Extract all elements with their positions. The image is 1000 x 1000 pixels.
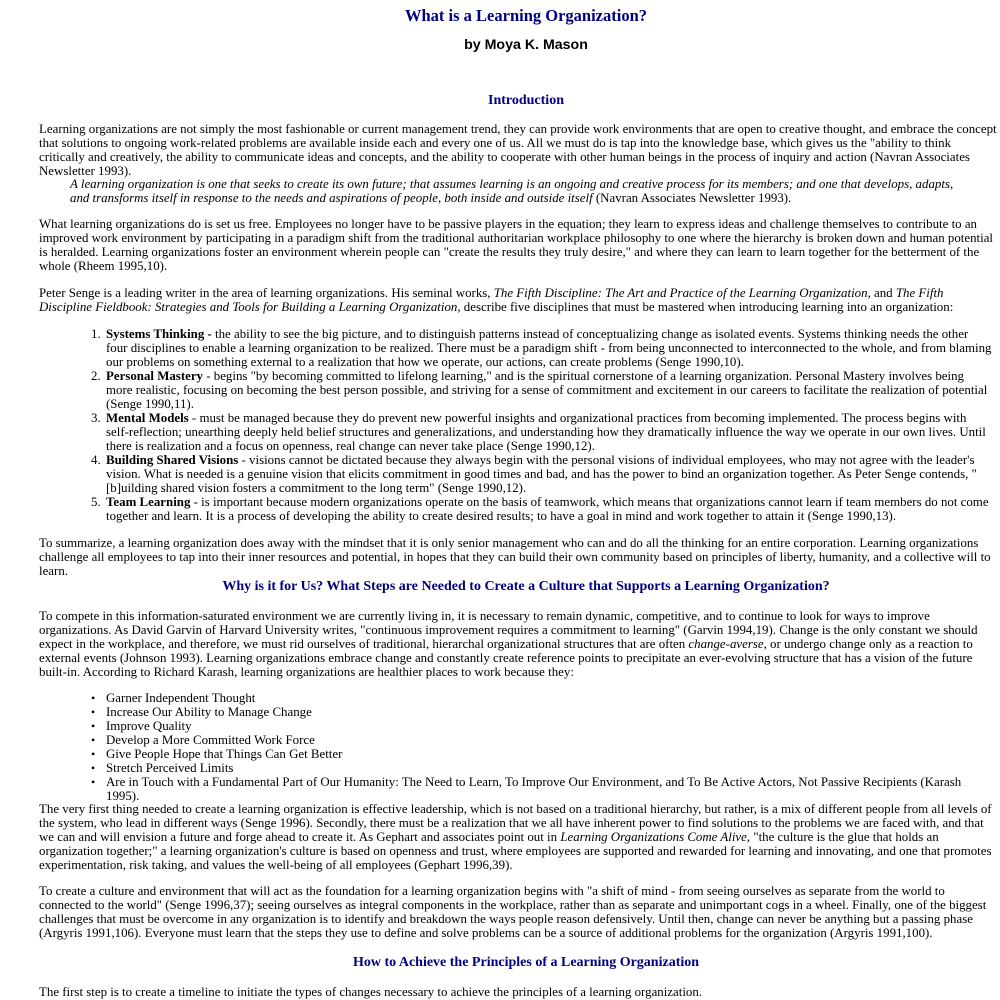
- leadership-text-pre: The very first thing needed to create a learning organization is effective leadership, which is not based on a traditional hierarchy, but rather, is a mix of different people from all levels of the system, who lead in different ways (Senge 1996). Secondly, there must be a realization that we all have inherent power to find solutions to the problems we are faced with, and that we can and will envision a future and forge ahead to create it. As Gephart and associates point out in: [39, 802, 992, 844]
- discipline-item: [91, 495, 992, 523]
- discipline-text: - must be managed because they do prevent new powerful insights and organizational practices from becoming implemented. The process begins with self-reflection; unearthing deeply held belief structures and generalizations, and understanding how they dramatically influence the way we operate in our own lives. Until there is realization and a focus on openness, real change can never take place (Senge 1990,12).: [106, 411, 986, 453]
- list-item: [91, 705, 992, 719]
- list-item: [91, 761, 992, 775]
- disciplines-list: [91, 327, 992, 523]
- discipline-item: [91, 369, 992, 411]
- benefit-text: Are in Touch with a Fundamental Part of Our Humanity: The Need to Learn, To Improve Our Environment, and To Be Active Actors, Not Passive Recipients (Karash 1995).: [106, 775, 962, 803]
- compete-italic: change-averse: [688, 637, 764, 651]
- list-number: 4.: [91, 453, 101, 467]
- list-item: [91, 691, 992, 705]
- discipline-item: [91, 453, 992, 495]
- bullet-icon: •: [91, 761, 96, 775]
- list-number: 1.: [91, 327, 101, 341]
- discipline-item: [91, 411, 992, 453]
- benefit-text: Give People Hope that Things Can Get Better: [106, 747, 343, 761]
- discipline-item: [91, 327, 992, 369]
- paragraph-culture: To create a culture and environment that will act as the foundation for a learning organization begins with "a shift of mind - from seeing ourselves as separate from the world to connected to the world" (Senge 1996,37); seeing ourselves as integral components in the workplace, rather than as separate and unimportant cogs in a wheel. Finally, one of the biggest challenges that must be overcome in any organization is to identify and breakdown the ways people reason defensively. Until then, change can never be anything but a passing phase (Argyris 1991,106). Everyone must learn that the steps they use to define and solve problems can be a source of additional problems for the organization (Argyris 1991,100).: [39, 884, 987, 940]
- discipline-term: Systems Thinking -: [106, 327, 216, 341]
- heading-how: How to Achieve the Principles of a Learning Organization: [352, 955, 700, 970]
- quote-citation: (Navran Associates Newsletter 1993).: [592, 191, 792, 205]
- senge-text-pre: Peter Senge is a leading writer in the area of learning organizations. His seminal works,: [39, 286, 494, 300]
- discipline-text: - visions cannot be dictated because they always begin with the personal visions of individual employees, who may not agree with the leader's vision. What is needed is a genuine vision that elicits commitment in good times and bad, and has the power to bind an organization together. As Peter Senge contends, "[b]uilding shared vision fosters a commitment to the long term" (Senge 1990,12).: [106, 453, 977, 495]
- list-number: 2.: [91, 369, 101, 383]
- discipline-text: - begins "by becoming committed to lifelong learning," and is the spiritual cornerstone of a learning organization. Personal Mastery involves being more realistic, focusing on becoming the best person possible, and striving for a sense of commitment and excitement in our careers to facilitate the realization of potential (Senge 1990,11).: [106, 369, 988, 411]
- senge-text-post: , describe five disciplines that must be mastered when introducing learning into an organization:: [457, 300, 954, 314]
- compete-text-post: , or undergo change only as a reaction to external events (Johnson 1993). Learning organizations embrace change and constantly create reference points to precipitate an ever-evolving structure that has a vision of the future built-in. According to Richard Karash, learning organizations are healthier places to work because they:: [39, 637, 973, 679]
- benefit-text: Improve Quality: [106, 719, 192, 733]
- benefit-text: Garner Independent Thought: [106, 691, 256, 705]
- discipline-text: - is important because modern organizations operate on the basis of teamwork, which means that organizations cannot learn if team members do not come together and learn. It is a process of developing the ability to create desired results; to have a goal in mind and work together to attain it (Senge 1990,13).: [106, 495, 989, 523]
- bullet-icon: •: [91, 719, 96, 733]
- quote-text: A learning organization is one that seeks to create its own future; that assumes learning is an ongoing and creative process for its members; and one that develops, adapts, and transforms itself in response to the needs and aspirations of people, both inside and outside itself: [70, 177, 954, 205]
- paragraph-summarize: To summarize, a learning organization does away with the mindset that it is only senior management who can and do all the thinking for an entire corporation. Learning organizations challenge all employees to tap into their inner resources and potential, in hopes that they can build their own community based on principles of liberty, humanity, and a collective will to learn.: [39, 536, 991, 578]
- paragraph-intro: Learning organizations are not simply the most fashionable or current management trend, they can provide work environments that are open to creative thought, and embrace the concept that solutions to ongoing work-related problems are available inside each and every one of us. All we must do is tap into the knowledge base, which gives us the "ability to think critically and creatively, the ability to communicate ideas and concepts, and the ability to cooperate with other human beings in the process of inquiry and action (Navran Associates Newsletter 1993).: [39, 122, 997, 178]
- discipline-term: Personal Mastery: [106, 369, 204, 383]
- compete-text-pre: To compete in this information-saturated environment we are currently living in, it is necessary to remain dynamic, competitive, and to continue to look for ways to improve organizations. As David Garvin of Harvard University writes, "continuous improvement requires a commitment to learning" (Garvin 1994,19). Change is the only constant we should expect in the workplace, and therefore, we must rid ourselves of traditional, hierarchal organizational structures that are often: [39, 609, 978, 651]
- list-item: [91, 775, 992, 803]
- paragraph-leadership: [39, 802, 997, 872]
- paragraph-compete: [39, 609, 997, 679]
- benefit-text: Increase Our Ability to Manage Change: [106, 705, 312, 719]
- heading-why: Why is it for Us? What Steps are Needed to Create a Culture that Supports a Learning Organization?: [222, 579, 830, 594]
- bullet-icon: •: [91, 705, 96, 719]
- list-item: [91, 747, 992, 761]
- bullet-icon: •: [91, 775, 96, 789]
- discipline-term: Building Shared Visions: [106, 453, 239, 467]
- bullet-icon: •: [91, 733, 96, 747]
- senge-text-mid: , and: [867, 286, 896, 300]
- book-title-come-alive: Learning Organizations Come Alive: [560, 830, 747, 844]
- benefits-list: [91, 691, 992, 803]
- list-item: [91, 733, 992, 747]
- page-title: What is a Learning Organization?: [404, 6, 647, 25]
- paragraph-timeline: The first step is to create a timeline to initiate the types of changes necessary to achieve the principles of a learning organization.: [39, 985, 703, 999]
- leadership-text-post: , "the culture is the glue that holds an organization together;" a learning organization's culture is based on openness and trust, where employees are supported and rewarded for learning and innovating, and one that promotes experimentation, risk taking, and values the well-being of all employees (Gephart 1996,39).: [39, 830, 992, 872]
- list-item: [91, 719, 992, 733]
- list-number: 5.: [91, 495, 101, 509]
- paragraph-set-us-free: What learning organizations do is set us free. Employees no longer have to be passive players in the equation; they learn to express ideas and challenge themselves to contribute to an improved work environment by participating in a paradigm shift from the traditional authoritarian workplace philosophy to one where the hierarchy is broken down and human potential is heralded. Learning organizations foster an environment wherein people can "create the results they truly desire," and where they can learn to learn together for the betterment of the whole (Rheem 1995,10).: [39, 217, 994, 273]
- heading-introduction: Introduction: [488, 93, 564, 108]
- paragraph-senge: [39, 286, 997, 314]
- list-number: 3.: [91, 411, 101, 425]
- author-byline: by Moya K. Mason: [464, 37, 588, 53]
- book-title-fieldbook: The Fifth Discipline Fieldbook: Strategies and Tools for Building a Learning Organization: [39, 286, 944, 314]
- discipline-text: the ability to see the big picture, and to distinguish patterns instead of conceptualizing change as isolated events. Systems thinking needs the other four disciplines to enable a learning organization to be realized. There must be a paradigm shift - from being unconnected to interconnected to the whole, and from blaming our problems on something external to a realization that how we operate, our actions, can create problems (Senge 1990,10).: [106, 327, 992, 369]
- bullet-icon: •: [91, 691, 96, 705]
- discipline-term: Mental Models: [106, 411, 189, 425]
- benefit-text: Develop a More Committed Work Force: [106, 733, 315, 747]
- benefit-text: Stretch Perceived Limits: [106, 761, 234, 775]
- bullet-icon: •: [91, 747, 96, 761]
- discipline-term: Team Learning: [106, 495, 191, 509]
- blockquote: [70, 177, 960, 205]
- book-title-fifth-discipline: The Fifth Discipline: The Art and Practice of the Learning Organization: [493, 286, 868, 300]
